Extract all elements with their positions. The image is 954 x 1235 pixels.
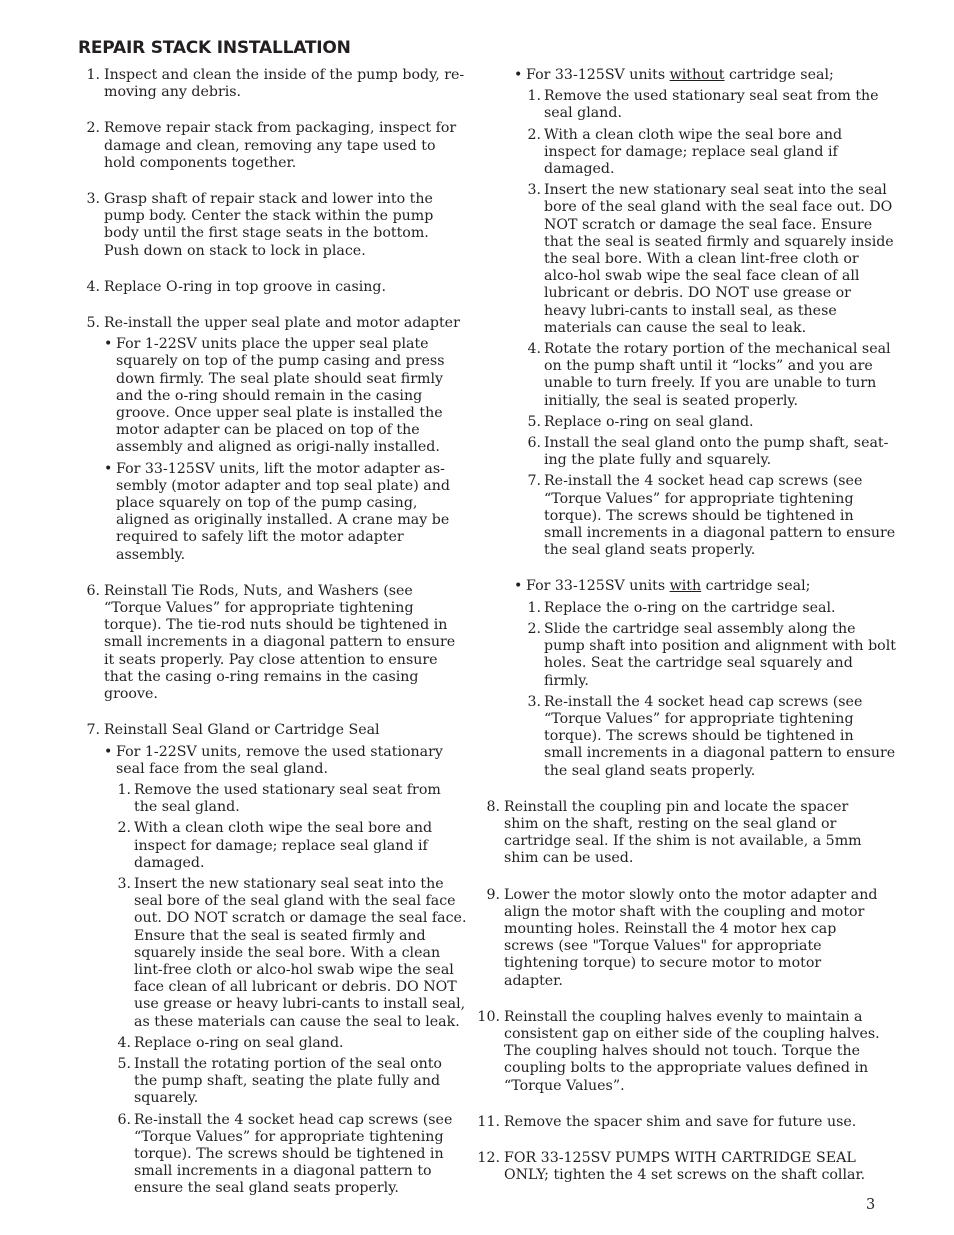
sub-step-number: 7. <box>527 473 541 490</box>
right-column <box>477 67 896 1203</box>
step-number: 10. <box>477 1008 500 1025</box>
sub-step-number: 5. <box>117 1055 131 1072</box>
step-number: 9. <box>486 886 500 903</box>
step-text: Re-install the upper seal plate and motor adapter <box>104 315 460 332</box>
step-number: 1. <box>86 67 100 83</box>
step-number: 6. <box>86 582 100 599</box>
step-text: FOR 33-125SV PUMPS WITH CARTRIDGE SEAL ONLY; tighten the 4 set screws on the shaft collar. <box>504 1149 866 1184</box>
sub-step-number: 6. <box>527 435 541 452</box>
sub-step-text: Re-install the 4 socket head cap screws (see “Torque Values” for appropriate tightening torque). The screws should be tightened in small increments in a diagonal pattern to ensure the seal gland seats properly. <box>544 473 896 559</box>
sub-step <box>526 414 896 431</box>
step-9 <box>484 887 884 990</box>
step-number: 5. <box>86 315 100 332</box>
step-text: Lower the motor slowly onto the motor adapter and align the motor shaft with the coupling and motor mounting holes. Reinstall the 4 motor hex cap screws (see "Torque Values" for appropriate tightening torque) to secure motor to motor adapter. <box>504 886 878 989</box>
sub-step <box>116 1035 468 1052</box>
bullet-icon: • <box>104 460 113 477</box>
sub-step <box>526 621 896 690</box>
step-11 <box>477 1113 884 1131</box>
step-text: Replace O-ring in top groove in casing. <box>104 278 387 295</box>
sub-step-text: Replace o-ring on seal gland. <box>134 1034 344 1051</box>
step-text: Grasp shaft of repair stack and lower into the pump body. Center the stack within the pump body until the first stage seats in the bottom. Push down on stack to lock in place. <box>104 191 434 259</box>
sub-step-number: 3. <box>527 693 541 710</box>
bullet-icon: • <box>104 743 113 760</box>
sub-step <box>116 1056 468 1108</box>
bullet-without-cartridge <box>514 67 896 559</box>
step-number: 7. <box>86 722 100 739</box>
sub-step <box>526 435 896 469</box>
bullet-icon: • <box>104 336 113 353</box>
step-10 <box>477 1008 884 1095</box>
bullet-text-emphasis: with <box>669 578 702 595</box>
step-2 <box>84 120 468 172</box>
bullet-text-pre: For 33-125SV units <box>526 578 670 595</box>
sub-step-number: 1. <box>117 781 131 798</box>
section-heading: REPAIR STACK INSTALLATION <box>78 38 351 58</box>
sub-step-text: Slide the cartridge seal assembly along the pump shaft into position and alignment with bolt holes. Seat the cartridge seal squarely and firmly. <box>544 620 896 689</box>
sub-step <box>116 820 468 872</box>
left-column <box>84 67 468 1217</box>
page-number: 3 <box>866 1197 876 1213</box>
step-6 <box>84 583 468 703</box>
sub-step-number: 2. <box>117 820 131 837</box>
bullet-text-emphasis: without <box>669 67 725 83</box>
step-number: 8. <box>486 798 500 815</box>
sub-step-number: 1. <box>527 599 541 616</box>
sub-step-text: Replace o-ring on seal gland. <box>544 413 754 430</box>
step-text: Reinstall Tie Rods, Nuts, and Washers (see “Torque Values” for appropriate tightening torque). The tie-rod nuts should be tightened in small increments in a diagonal pattern to ensure it seats properly. Pay close attention to ensure that the casing o-ring remains in the casing groove. <box>104 582 456 703</box>
sub-step <box>526 600 896 617</box>
step-8 <box>484 799 884 868</box>
sub-step-text: Replace the o-ring on the cartridge seal. <box>544 599 836 616</box>
sub-step-text: Install the rotating portion of the seal onto the pump shaft, seating the plate fully and squarely. <box>134 1055 442 1107</box>
step-number: 4. <box>86 278 100 295</box>
step-12 <box>477 1149 884 1184</box>
bullet-text: For 1-22SV units, remove the used stationary seal face from the seal gland. <box>116 743 443 777</box>
step-text: Reinstall the coupling halves evenly to maintain a consistent gap on either side of the coupling halves. The coupling halves should not touch. Torque the coupling bolts to the appropriate values defined in “Torque Values”. <box>504 1008 880 1094</box>
sub-step <box>526 127 896 179</box>
bullet-item <box>104 744 468 1198</box>
step-number: 12. <box>477 1149 500 1166</box>
sub-step <box>526 341 896 410</box>
bullet-with-cartridge <box>514 578 896 779</box>
step-text: Inspect and clean the inside of the pump body, re-moving any debris. <box>104 67 465 101</box>
sub-step <box>116 782 468 816</box>
sub-step-number: 4. <box>117 1034 131 1051</box>
step-number: 2. <box>86 120 100 137</box>
step-text: Remove repair stack from packaging, inspect for damage and clean, removing any tape used to hold components together. <box>104 120 457 171</box>
sub-step <box>526 88 896 122</box>
bullet-text: For 33-125SV units, lift the motor adapter as-sembly (motor adapter and top seal plate) and place squarely on top of the pump casing, aligned as originally installed. A crane may be required to safely lift the motor adapter assembly. <box>116 460 450 563</box>
sub-step-text: Remove the used stationary seal seat from the seal gland. <box>134 781 441 816</box>
sub-step <box>526 473 896 559</box>
bullet-text-pre: For 33-125SV units <box>526 67 670 83</box>
sub-step-text: With a clean cloth wipe the seal bore and inspect for damage; replace seal gland if damaged. <box>544 126 843 178</box>
step-1 <box>84 67 468 101</box>
sub-step-number: 5. <box>527 413 541 430</box>
step-4 <box>84 279 468 296</box>
sub-step-number: 1. <box>527 88 541 105</box>
bullet-text: For 1-22SV units place the upper seal plate squarely on top of the pump casing and press down firmly. The seal plate should seat firmly and the o-ring should remain in the casing groove. Once upper seal plate is installed the motor adapter can be placed on top of the assembly and aligned as origi-nally installed. <box>116 336 445 456</box>
bullet-icon: • <box>514 578 523 595</box>
step-5 <box>84 315 468 564</box>
step-7 <box>84 722 468 1197</box>
sub-step <box>116 876 468 1031</box>
sub-step-text: Insert the new stationary seal seat into the seal bore of the seal gland with the seal face out. DO NOT scratch or damage the seal face. Ensure that the seal is seated firmly and squarely inside the seal bore. With a clean lint-free cloth or alco-hol swab wipe the seal face clean of all lubricant or debris. DO NOT use grease or heavy lubri-cants to install seal, as these materials can cause the seal to leak. <box>134 875 467 1030</box>
step-text: Reinstall Seal Gland or Cartridge Seal <box>104 722 380 739</box>
step-text: Reinstall the coupling pin and locate the spacer shim on the shaft, resting on the seal gland or cartridge seal. If the shim is not available, a 5mm shim can be used. <box>504 798 862 867</box>
bullet-item <box>104 336 468 456</box>
sub-step-number: 3. <box>527 182 541 199</box>
step-3 <box>84 191 468 260</box>
sub-step <box>526 694 896 780</box>
sub-step-text: Re-install the 4 socket head cap screws (see “Torque Values” for appropriate tightening torque). The screws should be tightened in small increments in a diagonal pattern to ensure the seal gland seats properly. <box>134 1111 453 1197</box>
sub-step <box>526 182 896 337</box>
sub-step-text: Re-install the 4 socket head cap screws (see “Torque Values” for appropriate tightening torque). The screws should be tightened in small increments in a diagonal pattern to ensure the seal gland seats properly. <box>544 693 896 779</box>
sub-step-number: 6. <box>117 1111 131 1128</box>
bullet-item <box>104 461 468 564</box>
step-number: 3. <box>86 191 100 208</box>
sub-step-text: Install the seal gland onto the pump shaft, seat-ing the plate fully and squarely. <box>544 435 889 469</box>
sub-step-number: 2. <box>527 126 541 143</box>
sub-step <box>116 1112 468 1198</box>
bullet-text-post: cartridge seal; <box>701 578 811 595</box>
sub-step-number: 4. <box>527 341 541 358</box>
sub-step-number: 2. <box>527 620 541 637</box>
sub-step-number: 3. <box>117 875 131 892</box>
bullet-icon: • <box>514 67 523 83</box>
sub-step-text: Insert the new stationary seal seat into the seal bore of the seal gland with the seal face out. DO NOT scratch or damage the seal face. Ensure that the seal is seated firmly and squarely inside the seal bore. With a clean lint-free cloth or alco-hol swab wipe the seal face clean of all lubricant or debris. DO NOT use grease or heavy lubri-cants to install seal, as these materials can cause the seal to leak. <box>544 182 894 336</box>
sub-step-text: With a clean cloth wipe the seal bore and inspect for damage; replace seal gland if damaged. <box>134 820 433 871</box>
bullet-text-post: cartridge seal; <box>724 67 834 83</box>
step-text: Remove the spacer shim and save for future use. <box>504 1113 857 1130</box>
step-number: 11. <box>477 1113 500 1130</box>
sub-step-text: Rotate the rotary portion of the mechanical seal on the pump shaft until it “locks” and you are unable to turn freely. If you are unable to turn initially, the seal is seated properly. <box>544 341 891 409</box>
sub-step-text: Remove the used stationary seal seat from the seal gland. <box>544 88 879 122</box>
